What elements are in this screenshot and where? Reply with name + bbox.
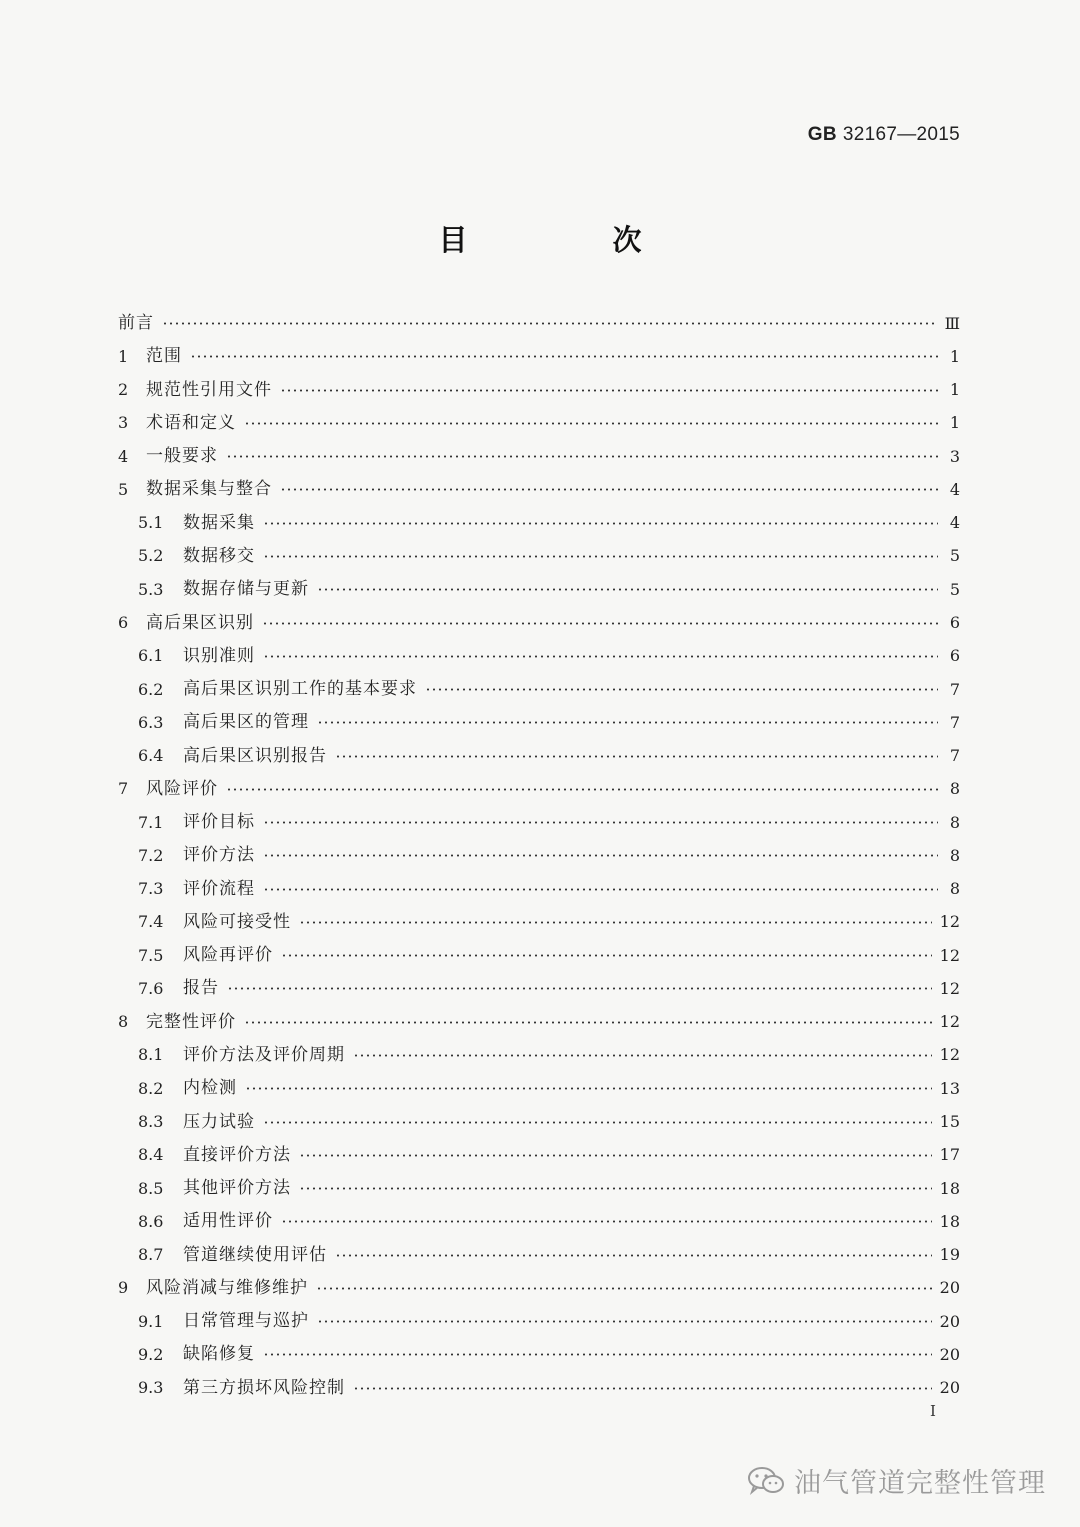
toc-entry-label: 评价方法: [183, 845, 255, 866]
toc-entry-label: 数据采集与整合: [146, 479, 272, 500]
toc-dot-leader: [335, 755, 938, 758]
toc-entry[interactable]: [118, 906, 960, 939]
toc-entry-page: 4: [949, 479, 960, 499]
toc-dot-leader: [353, 1054, 932, 1057]
toc-dot-leader: [263, 1353, 932, 1356]
toc-entry-number: 6.4: [138, 746, 164, 766]
toc-entry[interactable]: [118, 939, 960, 972]
toc-entry-number: 6.1: [138, 646, 164, 666]
toc-dot-leader: [353, 1387, 932, 1390]
toc-entry[interactable]: [118, 573, 960, 606]
toc-entry-number: 8.7: [138, 1245, 164, 1265]
toc-dot-leader: [263, 888, 938, 891]
toc-dot-leader: [299, 1187, 932, 1190]
toc-dot-leader: [299, 921, 932, 924]
toc-entry-page: 12: [939, 1012, 960, 1032]
toc-entry-page: 6: [949, 613, 960, 633]
toc-entry-page: 12: [939, 945, 960, 965]
toc-dot-leader: [162, 322, 937, 325]
toc-entry[interactable]: [118, 739, 960, 772]
toc-dot-leader: [244, 422, 938, 425]
toc-entry[interactable]: [118, 1272, 960, 1305]
toc-entry[interactable]: [118, 806, 960, 839]
toc-entry[interactable]: [118, 1205, 960, 1238]
toc-entry-page: 18: [939, 1211, 960, 1231]
toc-entry-number: 2: [118, 380, 129, 400]
toc-entry-label: 高后果区识别报告: [183, 745, 327, 766]
toc-entry-page: 1: [949, 413, 960, 433]
toc-entry[interactable]: [118, 1139, 960, 1172]
toc-dot-leader: [317, 721, 938, 724]
toc-entry-page: 7: [949, 679, 960, 699]
toc-entry-number: 6.3: [138, 712, 164, 732]
toc-entry-label: 日常管理与巡护: [183, 1311, 309, 1332]
toc-entry-page: 12: [939, 912, 960, 932]
toc-entry-page: 7: [949, 746, 960, 766]
toc-entry-page: 8: [949, 845, 960, 865]
toc-entry-number: 8.5: [138, 1178, 164, 1198]
toc-entry[interactable]: [118, 1238, 960, 1271]
toc-entry-label: 风险再评价: [183, 945, 273, 966]
toc-dot-leader: [263, 854, 938, 857]
toc-entry[interactable]: [118, 673, 960, 706]
toc-entry-number: 7: [118, 779, 129, 799]
toc-entry-label: 压力试验: [183, 1111, 255, 1132]
toc-dot-leader: [226, 455, 938, 458]
toc-dot-leader: [263, 655, 938, 658]
toc-entry-label: 报告: [183, 978, 219, 999]
toc-entry-page: 20: [939, 1378, 960, 1398]
toc-entry-number: 8: [118, 1012, 129, 1032]
toc-entry-page: 17: [939, 1145, 960, 1165]
toc-entry[interactable]: [118, 440, 960, 473]
toc-entry-page: 20: [939, 1311, 960, 1331]
toc-entry-page: 3: [949, 446, 960, 466]
toc-entry[interactable]: [118, 773, 960, 806]
toc-entry-label: 数据移交: [183, 545, 255, 566]
toc-entry-number: 1: [118, 346, 129, 366]
toc-dot-leader: [263, 555, 938, 558]
toc-entry-number: 5: [118, 479, 129, 499]
toc-entry[interactable]: [118, 1338, 960, 1371]
page-number: I: [930, 1402, 936, 1420]
toc-entry-label: 风险可接受性: [183, 911, 291, 932]
page-title: 目 次: [438, 223, 700, 257]
toc-entry[interactable]: [118, 540, 960, 573]
toc-entry-label: 前言: [118, 313, 154, 334]
toc-entry-label: 高后果区识别工作的基本要求: [183, 679, 417, 700]
toc-entry-label: 评价目标: [183, 812, 255, 833]
toc-dot-leader: [244, 1021, 932, 1024]
toc-dot-leader: [335, 1254, 932, 1257]
toc-dot-leader: [262, 622, 938, 625]
toc-entry[interactable]: [118, 307, 960, 340]
toc-dot-leader: [227, 987, 932, 990]
toc-entry-label: 其他评价方法: [183, 1178, 291, 1199]
toc-dot-leader: [263, 821, 938, 824]
toc-entry-page: 6: [949, 646, 960, 666]
toc-entry[interactable]: [118, 374, 960, 407]
toc-entry-label: 直接评价方法: [183, 1144, 291, 1165]
toc-entry[interactable]: [118, 606, 960, 639]
toc-entry-label: 内检测: [183, 1078, 237, 1099]
toc-entry[interactable]: [118, 706, 960, 739]
toc-entry[interactable]: [118, 839, 960, 872]
table-of-contents: [118, 307, 960, 1405]
toc-dot-leader: [317, 588, 938, 591]
toc-entry[interactable]: [118, 1006, 960, 1039]
toc-entry-label: 一般要求: [146, 446, 218, 467]
toc-entry-number: 8.4: [138, 1145, 164, 1165]
toc-entry-label: 管道继续使用评估: [183, 1244, 327, 1265]
toc-entry[interactable]: [118, 1039, 960, 1072]
toc-entry-page: 1: [949, 346, 960, 366]
toc-entry-page: 8: [949, 779, 960, 799]
toc-entry-page: 15: [939, 1112, 960, 1131]
toc-entry-number: 6: [118, 613, 129, 633]
toc-dot-leader: [299, 1154, 932, 1157]
toc-entry-number: 9: [118, 1278, 129, 1298]
toc-entry-number: 8.3: [138, 1112, 164, 1131]
toc-dot-leader: [280, 389, 938, 392]
toc-entry-label: 适用性评价: [183, 1211, 273, 1232]
toc-entry-page: Ⅲ: [944, 313, 960, 333]
toc-dot-leader: [190, 355, 938, 358]
standard-code: [808, 124, 960, 146]
toc-entry-page: 18: [939, 1178, 960, 1198]
toc-entry-page: 12: [939, 978, 960, 998]
toc-entry-number: 8.1: [138, 1045, 164, 1065]
toc-entry-label: 第三方损坏风险控制: [183, 1377, 345, 1398]
toc-entry[interactable]: [118, 873, 960, 906]
toc-dot-leader: [425, 688, 938, 691]
toc-entry-label: 术语和定义: [146, 412, 236, 433]
watermark: [746, 1461, 1046, 1500]
toc-dot-leader: [317, 1320, 932, 1323]
standard-number: 32167—2015: [842, 124, 960, 145]
toc-entry-page: 5: [949, 579, 960, 599]
toc-dot-leader: [281, 954, 932, 957]
watermark-text: 油气管道完整性管理: [794, 1468, 1046, 1499]
toc-dot-leader: [316, 1287, 932, 1290]
toc-dot-leader: [263, 1121, 932, 1124]
toc-entry[interactable]: [118, 1372, 960, 1405]
toc-entry-page: 19: [939, 1245, 960, 1265]
toc-entry-label: 范围: [146, 346, 182, 367]
toc-entry[interactable]: [118, 473, 960, 506]
toc-entry-number: 8.6: [138, 1211, 164, 1231]
toc-entry[interactable]: [118, 507, 960, 540]
toc-entry-label: 数据存储与更新: [183, 579, 309, 600]
toc-entry-label: 风险消减与维修维护: [146, 1277, 308, 1298]
toc-entry[interactable]: [118, 407, 960, 440]
toc-entry[interactable]: [118, 1305, 960, 1338]
toc-entry-page: 20: [939, 1278, 960, 1298]
toc-entry-number: 7.2: [138, 845, 164, 865]
toc-entry-number: 9.3: [138, 1378, 164, 1398]
toc-entry-label: 风险评价: [146, 778, 218, 799]
toc-entry-number: 7.4: [138, 912, 164, 932]
toc-entry[interactable]: [118, 640, 960, 673]
toc-entry-number: 7.5: [138, 945, 164, 965]
toc-entry-label: 规范性引用文件: [146, 379, 272, 400]
toc-entry-page: 13: [939, 1078, 960, 1098]
toc-entry-label: 完整性评价: [146, 1011, 236, 1032]
toc-entry-number: 3: [118, 413, 129, 433]
toc-entry-page: 4: [949, 513, 960, 533]
toc-entry-number: 4: [118, 446, 129, 466]
toc-entry-number: 9.2: [138, 1344, 164, 1364]
toc-entry-label: 评价流程: [183, 878, 255, 899]
toc-entry-number: 8.2: [138, 1078, 164, 1098]
toc-entry[interactable]: [118, 1072, 960, 1105]
toc-entry[interactable]: [118, 972, 960, 1005]
toc-entry-label: 高后果区的管理: [183, 712, 309, 733]
toc-entry-number: 7.6: [138, 978, 164, 998]
toc-dot-leader: [245, 1087, 932, 1090]
wechat-icon: [746, 1465, 786, 1497]
standard-prefix: GB: [807, 124, 837, 145]
toc-dot-leader: [280, 488, 938, 491]
toc-entry-page: 5: [949, 546, 960, 566]
toc-entry-label: 缺陷修复: [183, 1344, 255, 1365]
toc-entry-page: 7: [949, 712, 960, 732]
toc-entry[interactable]: [118, 340, 960, 373]
toc-entry-number: 5.2: [138, 546, 164, 566]
toc-dot-leader: [281, 1220, 932, 1223]
toc-entry-number: 5.3: [138, 579, 164, 599]
toc-entry-label: 识别准则: [183, 645, 255, 666]
toc-dot-leader: [226, 788, 938, 791]
toc-entry[interactable]: [118, 1105, 960, 1138]
toc-entry-label: 评价方法及评价周期: [183, 1044, 345, 1065]
toc-entry-page: 1: [949, 380, 960, 400]
toc-entry-number: 7.1: [138, 812, 164, 832]
toc-entry-page: 20: [939, 1344, 960, 1364]
toc-entry-label: 数据采集: [183, 512, 255, 533]
toc-entry-page: 8: [949, 812, 960, 832]
toc-entry-number: 7.3: [138, 879, 164, 899]
toc-entry-number: 9.1: [138, 1311, 164, 1331]
toc-dot-leader: [263, 522, 938, 525]
toc-entry-number: 5.1: [138, 513, 164, 533]
toc-entry-label: 高后果区识别: [146, 612, 254, 633]
toc-entry-page: 8: [949, 879, 960, 899]
toc-entry[interactable]: [118, 1172, 960, 1205]
toc-entry-page: 12: [939, 1045, 960, 1065]
toc-entry-number: 6.2: [138, 679, 164, 699]
